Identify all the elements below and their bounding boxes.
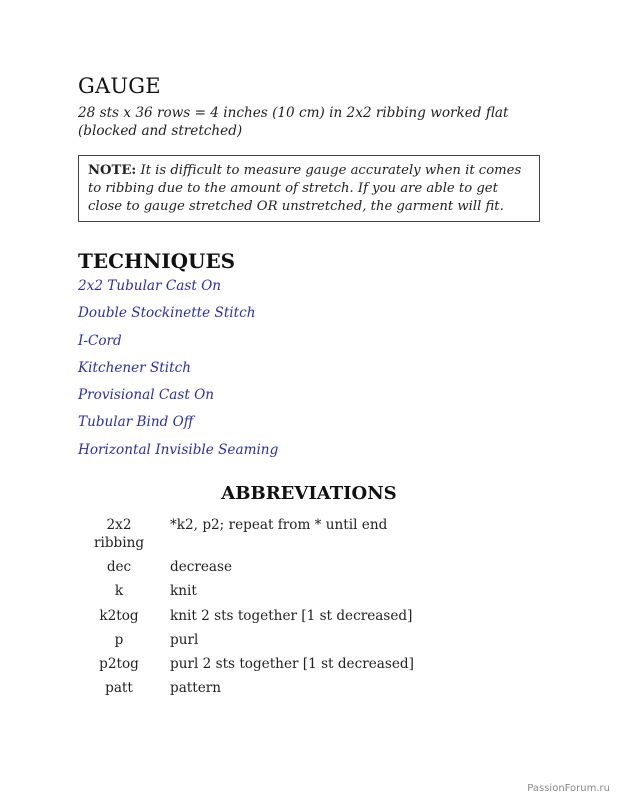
abbr-term: patt (105, 680, 133, 697)
abbr-definition: *k2, p2; repeat from * until end (170, 517, 388, 533)
abbreviations-heading: ABBREVIATIONS (221, 483, 397, 504)
technique-link-tubular-bind-off[interactable]: Tubular Bind Off (78, 414, 194, 431)
table-row (84, 607, 414, 631)
technique-link-double-stockinette[interactable]: Double Stockinette Stitch (78, 305, 256, 322)
abbr-term: p2tog (99, 655, 139, 672)
abbr-term: k2tog (99, 607, 139, 624)
note-box (78, 155, 540, 222)
abbreviations-table (84, 516, 414, 703)
gauge-text: 28 sts x 36 rows = 4 inches (10 cm) in 2x2 ribbing worked flat (blocked and stretched) (78, 105, 509, 139)
gauge-heading: GAUGE (78, 74, 161, 98)
technique-link-tubular-cast-on[interactable]: 2x2 Tubular Cast On (78, 278, 221, 294)
abbr-definition: pattern (170, 680, 222, 697)
abbr-definition: purl 2 sts together [1 st decreased] (170, 655, 414, 672)
abbr-definition: knit (170, 583, 197, 600)
table-row (84, 558, 414, 582)
watermark: PassionForum.ru (527, 783, 610, 794)
abbr-term: dec (106, 559, 132, 576)
abbr-term: k (114, 583, 124, 600)
note-label: NOTE: (88, 163, 137, 178)
table-row (84, 631, 414, 655)
technique-link-horizontal-invisible-seaming[interactable]: Horizontal Invisible Seaming (78, 441, 279, 458)
technique-link-kitchener-stitch[interactable]: Kitchener Stitch (78, 359, 191, 376)
table-row (84, 582, 414, 606)
abbr-definition: knit 2 sts together [1 st decreased] (170, 607, 413, 624)
table-row (84, 516, 414, 558)
table-row (84, 679, 414, 703)
note-text: It is difficult to measure gauge accurately when it comes to ribbing due to the amount of stretch. If you are able to get close to gauge stretched OR unstretched, the garment will fit. (88, 163, 522, 214)
technique-link-i-cord[interactable]: I-Cord (78, 332, 122, 349)
abbr-definition: decrease (170, 559, 233, 576)
abbr-term: p (114, 631, 124, 648)
table-row (84, 655, 414, 679)
technique-link-provisional-cast-on[interactable]: Provisional Cast On (78, 387, 215, 404)
techniques-list (78, 277, 278, 468)
techniques-heading: TECHNIQUES (78, 249, 236, 273)
abbr-term: 2x2 ribbing (93, 517, 145, 551)
abbr-definition: purl (170, 631, 199, 648)
